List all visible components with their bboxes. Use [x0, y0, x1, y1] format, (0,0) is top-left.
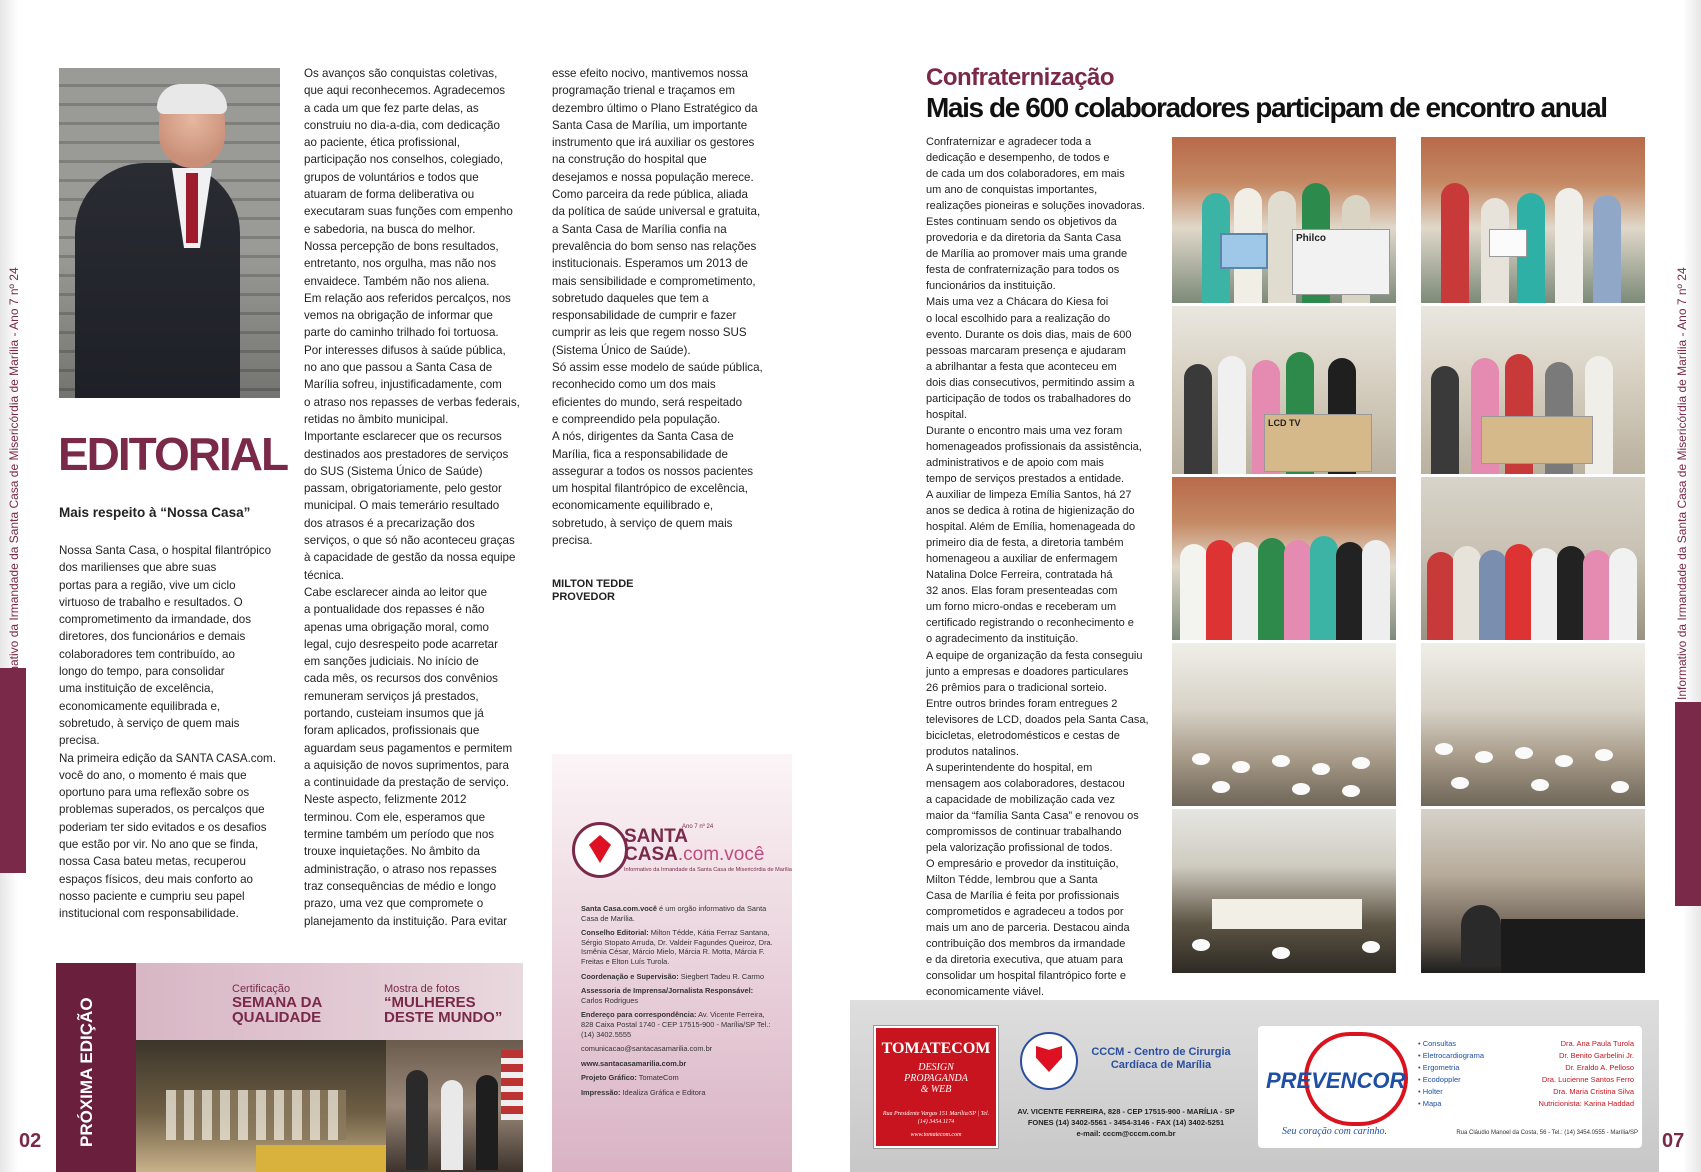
feature-line: consolidar um hospital filantrópico forte e	[926, 970, 1126, 983]
editorial-line: Por interesses difusos à saúde pública,	[304, 343, 506, 357]
editorial-line: prazo, uma vez que compromete o	[304, 897, 484, 911]
prevencor-service-item: • Ergometria	[1418, 1063, 1460, 1072]
editorial-line: grupos de voluntários e todos que	[304, 170, 479, 184]
editorial-line: longo do tempo, para consolidar	[59, 665, 225, 679]
editorial-line: atuaram de forma deliberativa ou	[304, 188, 475, 202]
prevencor-doctor-item: Dra. Lucienne Santos Ferro	[1541, 1075, 1634, 1084]
feature-line: tempo de serviços prestados a entidade.	[926, 472, 1125, 485]
masthead-credit-line: Conselho Editorial: Milton Tédde, Kátia Ferraz Santana, Sérgio Stopato Arruda, Dr. Valdeir Fagundes Queiroz, Dra. Ismênia César, Márcio Mielo, Márcia R. Motta, Márcia F. Freitas e Elton Luís Turola.	[581, 928, 773, 966]
feature-line: pessoas marcaram presença e ajudaram	[926, 344, 1126, 357]
editorial-line: municipal. O mais temerário resultado	[304, 499, 500, 513]
party-photo-6	[1421, 477, 1645, 640]
prevencor-doctors	[1514, 1038, 1634, 1110]
feature-line: o local escolhido para a realização do	[926, 312, 1111, 325]
editorial-signature	[552, 578, 633, 604]
party-photo-5	[1172, 477, 1396, 640]
feature-line: mensagem aos colaboradores, destacou	[926, 777, 1125, 790]
masthead-box	[552, 754, 792, 1172]
feature-line: 32 anos. Elas foram presenteadas com	[926, 585, 1118, 598]
editorial-line: serviços, o que só não aconteceu graças	[304, 534, 515, 548]
feature-line: Durante o encontro mais uma vez foram	[926, 424, 1123, 437]
editorial-line: traz consequências de médio e longo	[304, 879, 497, 893]
masthead-credits	[581, 904, 776, 1103]
masthead-credit-line: comunicacao@santacasamarilia.com.br	[581, 1044, 713, 1054]
editorial-line: Nossa percepção de bons resultados,	[304, 239, 499, 253]
feature-line: pela valorização profissional de todos.	[926, 842, 1113, 855]
editorial-line: comprometimento da irmandade, dos	[59, 613, 252, 627]
prevencor-doctor-item: Dra. Ana Paula Turola	[1560, 1039, 1634, 1048]
feature-line: Natalina Dolce Ferreira, contratada há	[926, 569, 1113, 582]
feature-line: Mais uma vez a Chácara do Kiesa foi	[926, 296, 1109, 309]
editorial-line: institucional com responsabilidade.	[59, 907, 239, 921]
editorial-line: esse efeito nocivo, mantivemos nossa	[552, 67, 748, 80]
prevencor-service-item: • Consultas	[1418, 1039, 1457, 1048]
feature-line: homenageou a auxiliar de enfermagem	[926, 553, 1118, 566]
masthead-credit-line: www.santacasamarilia.com.br	[581, 1058, 687, 1068]
editorial-line: sobretudo, à serviço de quem mais	[59, 716, 240, 730]
editorial-line: participação nos conselhos, colegiado,	[304, 153, 504, 167]
feature-line: homenageados profissionais da assistência,	[926, 440, 1142, 453]
ad-tomatecom[interactable]: TOMATECOM DESIGN PROPAGANDA & WEB Rua Presidente Vargas 151 Marília/SP | Tel. (14) 3454.1174 www.tomatecom.com	[874, 1026, 998, 1148]
right-spine-text: Informativo da Irmandade da Santa Casa de Misericórdia de Marília - Ano 7 nº 24	[1675, 267, 1689, 700]
signature-name: MILTON TEDDE	[552, 578, 634, 590]
editorial-line: a Santa Casa de Marília confia na	[552, 222, 727, 236]
editorial-line: trouxe inquietações. No âmbito da	[304, 845, 480, 859]
feature-line: administrativos e de apoio com mais	[926, 456, 1104, 469]
editorial-line: terminou. Com ele, esperamos que	[304, 810, 486, 824]
editorial-line: entretanto, nos orgulha, mas não nos	[304, 257, 497, 271]
editorial-line: um hospital filantrópico de excelência,	[552, 482, 748, 496]
editorial-line: nossa Casa bateu metas, recuperou	[59, 855, 246, 869]
feature-line: Milton Tédde, lembrou que a Santa	[926, 874, 1098, 887]
editorial-line: passam, obrigatoriamente, pelo gestor	[304, 482, 502, 496]
prevencor-services	[1418, 1038, 1484, 1110]
editorial-line: eficientes do mundo, será respeitado	[552, 395, 743, 409]
editorial-line: Como parceira da rede pública, aliada	[552, 188, 748, 202]
editorial-line: sobretudo daqueles que tem a	[552, 291, 709, 305]
feature-line: evento. Durante os dois dias, mais de 600	[926, 328, 1132, 341]
editorial-line: cada mês, os recursos dos convênios	[304, 672, 498, 686]
editorial-line: no ano que passou a Santa Casa de	[304, 361, 493, 375]
party-photo-8	[1421, 643, 1645, 806]
feature-line: dois dias consecutivos, permitindo assim a	[926, 376, 1135, 389]
editorial-line: espaços físicos, deu mais conforto ao	[59, 872, 253, 886]
editorial-line: portando, custeiam insumos que já	[304, 706, 484, 720]
masthead-credit-line: Endereço para correspondência: Av. Vicente Ferreira, 828 Caixa Postal 1740 - CEP 17515-900 - Marília/SP Tel.: (14) 3402.5555	[581, 1010, 771, 1039]
editorial-line: técnica.	[304, 568, 344, 582]
tv-box: LCD TV	[1264, 414, 1372, 472]
editorial-line: a cada um que fez parte delas, as	[304, 101, 479, 115]
editorial-line: precisa.	[552, 534, 593, 548]
editorial-line: do SUS (Sistema Único de Saúde)	[304, 464, 483, 478]
portrait-figure	[75, 163, 240, 398]
editorial-subheading: Mais respeito à “Nossa Casa”	[59, 505, 251, 520]
editorial-line: Em relação aos referidos percalços, nos	[304, 291, 511, 305]
right-spine-bar	[1675, 702, 1701, 906]
provedor-portrait-photo	[59, 68, 280, 398]
editorial-line: diretores, dos funcionários e demais	[59, 630, 246, 644]
editorial-heading: EDITORIAL	[58, 428, 288, 480]
editorial-line: da política de saúde universal e gratuita,	[552, 205, 761, 219]
next-edition-titles-band	[136, 963, 523, 1040]
microwave-box: Philco	[1292, 229, 1390, 295]
editorial-line: dos marilienses que abre suas	[59, 561, 217, 575]
feature-line: contribuição dos membros da irmandade	[926, 938, 1126, 951]
editorial-line: ao paciente, ética profissional,	[304, 136, 460, 150]
editorial-line: que aqui reconhecemos. Agradecemos	[304, 84, 506, 98]
party-photo-3	[1172, 306, 1396, 474]
ad-cccm[interactable]: CCCM - Centro de Cirurgia Cardíaca de Marília AV. VICENTE FERREIRA, 828 - CEP 17515-900 - MARÍLIA - SP FONES (14) 3402-5561 - 3454-3146 - FAX (14) 3402-5251 e-mail: cccm@cccm.com.br	[1015, 1026, 1237, 1144]
editorial-line: colaboradores tem contribuído, ao	[59, 647, 235, 661]
feature-line: compromissos de continuar trabalhando	[926, 826, 1122, 839]
party-photo-1	[1172, 137, 1396, 303]
feature-line: participação de todos os trabalhadores do	[926, 392, 1131, 405]
editorial-line: em sanções judiciais. No início de	[304, 655, 479, 669]
editorial-line: apenas uma obrigação moral, como	[304, 620, 489, 634]
editorial-line: a pontualidade dos repasses é não	[304, 603, 485, 617]
editorial-line: você do ano, o momento é mais que	[59, 768, 247, 782]
santa-casa-logo-icon	[572, 822, 628, 878]
feature-line: de Marília ao promover mais uma grande	[926, 248, 1128, 261]
next-edition-photo-1	[136, 1040, 386, 1172]
feature-line: provedoria e da diretoria da Santa Casa	[926, 232, 1122, 245]
feature-line: economicamente viável.	[926, 986, 1045, 999]
prevencor-service-item: • Mapa	[1418, 1099, 1442, 1108]
editorial-line: precisa.	[59, 734, 100, 748]
feature-line: um ano de conquistas importantes,	[926, 184, 1098, 197]
editorial-line: termine também um período que nos	[304, 828, 495, 842]
editorial-line: problemas superados, os percalços que	[59, 803, 265, 817]
editorial-line: na construção do hospital que	[552, 153, 707, 167]
feature-line: produtos natalinos.	[926, 745, 1019, 758]
editorial-line: à capacidade de gestão da nossa equipe	[304, 551, 516, 565]
masthead-subtitle: Informativo da Irmandade da Santa Casa de Misericórdia de Marília	[624, 867, 792, 873]
page-number-right: 07	[1662, 1130, 1685, 1152]
editorial-line: administração, o atraso nos repasses	[304, 862, 497, 876]
cccm-logo-icon	[1020, 1032, 1078, 1090]
feature-line: A superintendente do hospital, em	[926, 761, 1093, 774]
feature-line: junto a empresas e doadores particulares	[926, 665, 1129, 678]
prevencor-service-item: • Holter	[1418, 1087, 1443, 1096]
feature-line: Casa de Marília é feita por profissionais	[926, 890, 1120, 903]
next-edition-box	[56, 963, 523, 1172]
editorial-column-1	[59, 542, 289, 923]
next-item2: Mostra de fotos “MULHERES DESTE MUNDO”	[384, 983, 503, 1026]
signature-role: PROVEDOR	[552, 591, 615, 603]
editorial-line: dos atrasos é a precarização dos	[304, 516, 475, 530]
editorial-line: vemos na obrigação de informar que	[304, 309, 493, 323]
feature-line: Estes continuam sendo os objetivos da	[926, 216, 1117, 229]
editorial-line: desejamos e nossa população merece.	[552, 170, 754, 184]
feature-line: o agradecimento da instituição.	[926, 633, 1079, 646]
editorial-line: Cabe esclarecer ainda ao leitor que	[304, 585, 488, 599]
editorial-line: portas para a região, vive um ciclo	[59, 578, 236, 592]
editorial-line: legal, cujo desrespeito pode acarretar	[304, 637, 498, 651]
ad-prevencor[interactable]: PREVENCOR Seu coração com carinho. • Consultas • Eletrocardiograma • Ergometria • Ecodoppler • Holter • Mapa Dra. Ana Paula Turola Dr. Benito Garbelini Jr. Dr. Eraldo A. Pelloso Dra. Lucienne Santos Ferro Dra. Maria Cristina Silva Nutricionista: Karina Haddad Rua Cláudio Manoel da Costa, 56 - Tel.: (14) 3454.0555 - Marília/SP	[1258, 1026, 1642, 1148]
editorial-line: uma instituição de excelência,	[59, 682, 214, 696]
editorial-line: programação trienal e traçamos em	[552, 84, 736, 98]
editorial-line: Na primeira edição da SANTA CASA.com.	[59, 751, 276, 765]
masthead-credit-line: Impressão: Idealiza Gráfica e Editora	[581, 1087, 706, 1097]
editorial-column-2	[304, 65, 534, 930]
feature-line: televisores de LCD, doados pela Santa Casa,	[926, 713, 1149, 726]
editorial-line: foram aplicados, profissionais que	[304, 724, 480, 738]
page-number-left: 02	[19, 1130, 42, 1152]
editorial-line: assegurar a todos os nossos pacientes	[552, 464, 754, 478]
editorial-line: envaidece. Também não nos aliena.	[304, 274, 490, 288]
editorial-line: cumprir as leis que regem nosso SUS	[552, 326, 747, 340]
editorial-line: destinados aos prestadores de serviços	[304, 447, 509, 461]
masthead-credit-line: Projeto Gráfico: TomateCom	[581, 1073, 679, 1083]
editorial-line: executaram suas funções com empenho	[304, 205, 513, 219]
masthead-logo-text: SANTA CASA.com.você	[624, 826, 765, 865]
feature-line: Entre outros brindes foram entregues 2	[926, 697, 1118, 710]
feature-line: a capacidade de mobilização cada vez	[926, 793, 1115, 806]
editorial-line: Importante esclarecer que os recursos	[304, 430, 502, 444]
editorial-line: responsabilidade de cumprir e fazer	[552, 309, 737, 323]
editorial-line: poderiam ter sido evitados e os desafios	[59, 820, 267, 834]
prevencor-doctor-item: Dra. Maria Cristina Silva	[1553, 1087, 1634, 1096]
left-spine-text: Informativo da Irmandade da Santa Casa de Misericórdia de Marília - Ano 7 nº 24	[7, 267, 21, 700]
editorial-line: retidas no âmbito municipal.	[304, 412, 449, 426]
editorial-line: aguardam seus pagamentos e permitem	[304, 741, 513, 755]
feature-line: O empresário e provedor da instituição,	[926, 858, 1119, 871]
editorial-line: Só assim esse modelo de saúde pública,	[552, 361, 763, 375]
feature-line: bicicletas, eletrodomésticos e cestas de	[926, 729, 1120, 742]
editorial-line: virtuoso de trabalho e resultados. O	[59, 595, 243, 609]
prevencor-doctor-item: Dr. Eraldo A. Pelloso	[1565, 1063, 1634, 1072]
feature-line: dedicação e desempenho, de todos e	[926, 152, 1110, 165]
feature-kicker: Confraternização	[926, 64, 1115, 91]
editorial-line: Santa Casa de Marília, um importante	[552, 118, 748, 132]
feature-line: e da diretoria executiva, que atuam para	[926, 954, 1123, 967]
editorial-line: instrumento que irá auxiliar os gestores	[552, 136, 755, 150]
prevencor-doctor-item: Dr. Benito Garbelini Jr.	[1558, 1051, 1634, 1060]
party-photo-9	[1172, 809, 1396, 973]
editorial-line: A nós, dirigentes da Santa Casa de	[552, 430, 734, 444]
party-photo-7	[1172, 643, 1396, 806]
feature-line: primeiro dia de festa, a diretoria também	[926, 537, 1124, 550]
editorial-column-3	[552, 65, 784, 549]
feature-line: hospital.	[926, 408, 967, 421]
prevencor-doctor-item: Nutricionista: Karina Haddad	[1538, 1099, 1634, 1108]
editorial-line: parte do caminho trilhado foi tortuosa.	[304, 326, 499, 340]
ads-strip	[850, 1000, 1659, 1172]
masthead-credit-line: Coordenação e Supervisão: Siegbert Tadeu R. Carmo	[581, 971, 765, 981]
editorial-line: remuneram serviços já prestados,	[304, 689, 479, 703]
editorial-line: Marília, fica a responsabilidade de	[552, 447, 728, 461]
feature-line: um forno micro-ondas e receberam um	[926, 601, 1117, 614]
party-photo-2	[1421, 137, 1645, 303]
feature-line: funcionários da instituição.	[926, 280, 1056, 293]
editorial-line: sobretudo, à serviço de quem mais	[552, 516, 733, 530]
feature-line: Confraternizar e agradecer toda a	[926, 136, 1092, 148]
feature-body-text	[926, 134, 1160, 1001]
editorial-line: Marília sofreu, injustificadamente, com	[304, 378, 502, 392]
editorial-line: economicamente equilibrado e,	[552, 499, 714, 513]
editorial-line: economicamente equilibrada e,	[59, 699, 221, 713]
feature-line: hospital. Além de Emília, homenageada do	[926, 521, 1136, 534]
editorial-line: (Sistema Único de Saúde).	[552, 343, 691, 357]
prevencor-service-item: • Ecodoppler	[1418, 1075, 1461, 1084]
editorial-line: e sabedoria, na busca do melhor.	[304, 222, 476, 236]
feature-headline: Mais de 600 colaboradores participam de encontro anual	[926, 92, 1607, 123]
prevencor-service-item: • Eletrocardiograma	[1418, 1051, 1484, 1060]
next-edition-label: PRÓXIMA EDIÇÃO	[77, 997, 96, 1147]
party-photo-10	[1421, 809, 1645, 973]
feature-line: certificado registrando o reconhecimento e	[926, 617, 1134, 630]
feature-line: de cada um dos colaboradores, em mais	[926, 168, 1125, 181]
editorial-line: planejamento da instituição. Para evitar	[304, 914, 508, 928]
next-item1: Certificação SEMANA DA QUALIDADE	[232, 983, 323, 1026]
editorial-line: dezembro último o Plano Estratégico da	[552, 101, 758, 115]
editorial-line: Neste aspecto, felizmente 2012	[304, 793, 467, 807]
feature-line: anos se dedica à rotina de higienização do	[926, 505, 1135, 518]
feature-line: 26 prêmios para o tradicional sorteio.	[926, 681, 1107, 694]
editorial-line: que estão por vir. No ano que se finda,	[59, 838, 259, 852]
editorial-line: mais sensibilidade e comprometimento,	[552, 274, 756, 288]
editorial-line: prevalência do bom senso nas relações	[552, 239, 757, 253]
editorial-line: o atraso nos repasses de verbas federais,	[304, 395, 520, 409]
editorial-line: nosso paciente e cumpriu seu papel	[59, 889, 245, 903]
feature-line: a abrilhantar a festa que aconteceu em	[926, 360, 1117, 373]
editorial-line: e compreendido pela população.	[552, 412, 721, 426]
feature-line: maior da “família Santa Casa” e renovou os	[926, 809, 1139, 822]
feature-line: mais um ano de parceria. Destacou ainda	[926, 922, 1130, 935]
feature-line: realizações pioneiras e soluções inovadoras.	[926, 200, 1145, 213]
masthead-edition: Ano 7 nº 24	[682, 824, 714, 830]
feature-line: A equipe de organização da festa conseguiu	[926, 649, 1143, 662]
party-photo-4	[1421, 306, 1645, 474]
editorial-line: oportuno para uma reflexão sobre os	[59, 786, 250, 800]
editorial-line: institucionais. Esperamos um 2013 de	[552, 257, 748, 271]
editorial-line: Os avanços são conquistas coletivas,	[304, 67, 498, 80]
editorial-line: construiu no dia-a-dia, com dedicação	[304, 118, 500, 132]
certificate	[1220, 233, 1268, 269]
feature-line: festa de confraternização para todos os	[926, 264, 1120, 277]
feature-line: A auxiliar de limpeza Emília Santos, há 27	[926, 489, 1132, 502]
editorial-line: Nossa Santa Casa, o hospital filantrópico	[59, 544, 272, 557]
editorial-line: reconhecido como um dos mais	[552, 378, 716, 392]
feature-line: comprometidos e agradeceu a todos por	[926, 906, 1124, 919]
next-edition-photo-2	[386, 1040, 523, 1172]
editorial-line: a aquisição de novos suprimentos, para	[304, 758, 509, 772]
editorial-line: a continuidade da prestação de serviço.	[304, 776, 509, 790]
masthead-credit-line: Assessoria de Imprensa/Jornalista Responsável: Carlos Rodrigues	[581, 986, 754, 1005]
masthead-credit-line: Santa Casa.com.você é um orgão informativo da Santa Casa de Marília.	[581, 904, 767, 923]
